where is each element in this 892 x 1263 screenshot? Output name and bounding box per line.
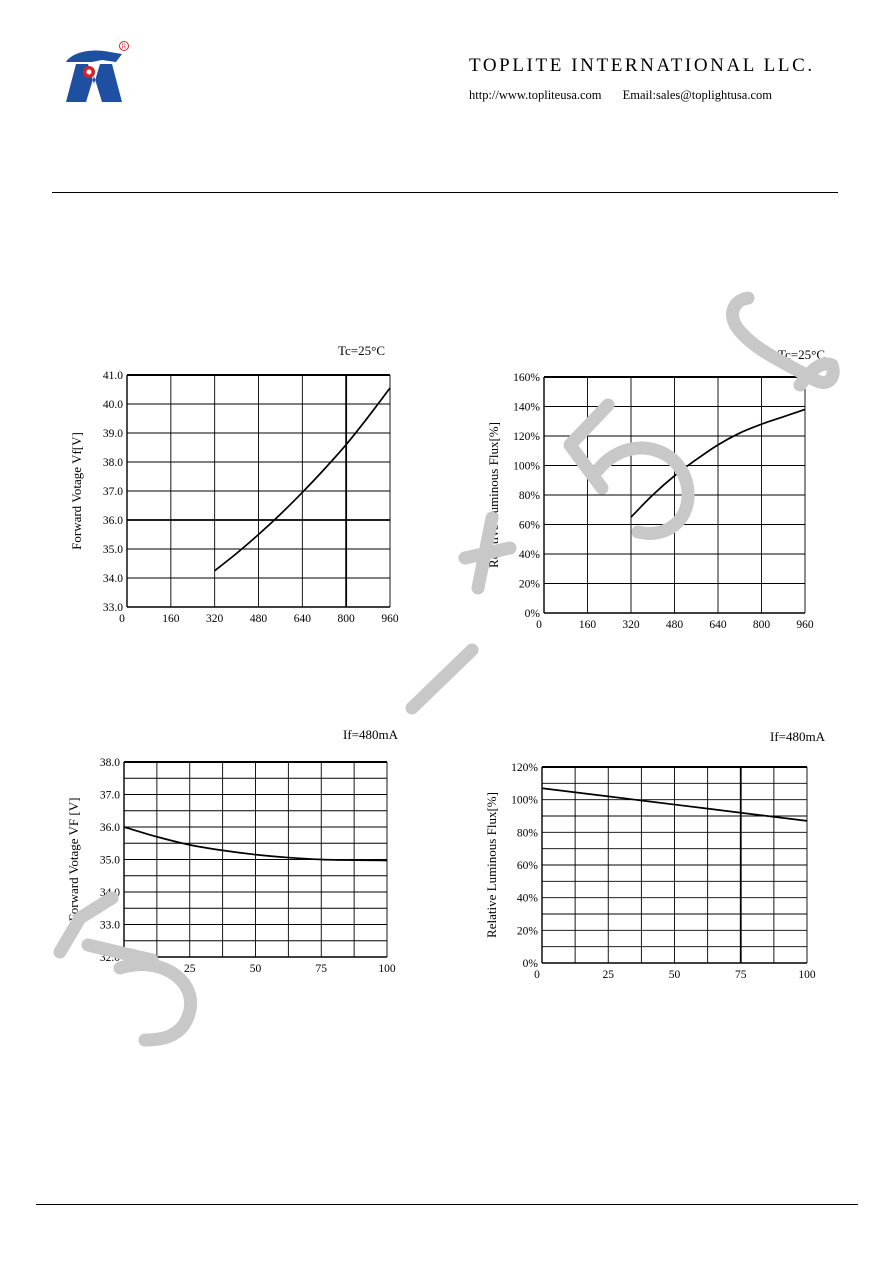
x-tick-label: 800 [752, 619, 771, 631]
header-divider [52, 192, 838, 193]
y-axis-label: Forward Votage Vf[V] [69, 432, 84, 550]
x-tick-label: 50 [249, 963, 262, 975]
y-tick-label: 140% [513, 401, 540, 414]
x-tick-label: 75 [315, 963, 327, 975]
y-tick-label: 40.0 [102, 399, 123, 411]
y-tick-label: 120% [511, 762, 538, 774]
x-tick-label: 160 [162, 613, 180, 625]
y-tick-label: 35.0 [102, 544, 123, 556]
y-tick-label: 20% [518, 578, 540, 591]
x-tick-label: 25 [184, 963, 196, 975]
svg-text:R: R [121, 42, 127, 51]
y-tick-label: 35.0 [99, 854, 120, 867]
chart-svg [38, 722, 398, 1002]
website-link[interactable]: http://www.topliteusa.com [469, 88, 602, 102]
x-tick-label: 50 [668, 969, 681, 981]
x-tick-label: 100 [798, 969, 816, 981]
company-name: TOPLITE INTERNATIONAL LLC. [469, 55, 815, 76]
y-axis-label: Forward Votage VF [V] [66, 797, 81, 922]
x-tick-label: 320 [622, 619, 640, 631]
x-tick-label: 480 [249, 613, 268, 625]
x-tick-label: 480 [665, 619, 684, 631]
y-axis-label: Relative Luminous Flux[%] [486, 422, 501, 568]
contact-line [469, 88, 772, 103]
y-tick-label: 20% [516, 925, 538, 938]
x-tick-label: 25 [602, 969, 614, 981]
x-tick-label: 800 [337, 613, 355, 625]
x-tick-label: 75 [735, 969, 747, 981]
x-tick-label: 960 [381, 613, 399, 625]
y-tick-label: 0% [524, 608, 540, 620]
y-tick-label: 41.0 [102, 370, 123, 382]
toplite-logo-icon [62, 40, 132, 105]
y-tick-label: 60% [518, 519, 540, 532]
chart-title: Tc=25°C [337, 343, 385, 358]
chart-luminous-flux-vs-current [478, 340, 838, 640]
x-tick-label: 960 [796, 619, 814, 631]
x-tick-label: 100 [378, 963, 396, 975]
y-tick-label: 37.0 [99, 789, 120, 802]
chart-title: If=480mA [770, 729, 825, 744]
y-tick-label: 0% [522, 958, 538, 970]
x-tick-label: 0 [119, 613, 125, 625]
y-tick-label: 34.0 [102, 573, 123, 585]
chart-title: If=480mA [343, 727, 398, 742]
y-tick-label: 37.0 [102, 486, 123, 498]
y-tick-label: 33.0 [99, 919, 120, 932]
y-tick-label: 32.0 [99, 952, 120, 964]
email-link[interactable]: Email:sales@toplightusa.com [622, 88, 772, 102]
y-tick-label: 36.0 [102, 515, 123, 527]
chart-svg [478, 722, 838, 1002]
x-tick-label: 640 [293, 613, 311, 625]
x-tick-label: 0 [536, 619, 542, 631]
y-axis-label: Relative Luminous Flux[%] [484, 792, 499, 938]
chart-svg [38, 340, 398, 640]
chart-forward-voltage-vs-temperature [38, 722, 398, 1002]
y-tick-label: 38.0 [102, 457, 123, 469]
y-tick-label: 38.0 [99, 757, 120, 769]
y-tick-label: 33.0 [102, 602, 123, 614]
x-tick-label: 0 [116, 963, 122, 975]
y-tick-label: 40% [516, 892, 538, 905]
y-tick-label: 39.0 [102, 428, 123, 440]
chart-forward-voltage-vs-current [38, 340, 398, 640]
x-tick-label: 0 [534, 969, 540, 981]
y-tick-label: 80% [518, 490, 540, 502]
chart-title: Tc=25°C [777, 347, 825, 362]
y-tick-label: 80% [516, 827, 538, 840]
chart-svg [478, 340, 838, 640]
y-tick-label: 36.0 [99, 822, 120, 834]
x-tick-label: 640 [709, 619, 727, 631]
y-tick-label: 100% [511, 794, 538, 807]
x-tick-label: 160 [578, 619, 597, 631]
footer-divider [36, 1204, 858, 1205]
y-tick-label: 60% [516, 860, 538, 872]
y-tick-label: 40% [518, 549, 540, 561]
y-tick-label: 34.0 [99, 887, 120, 899]
y-tick-label: 120% [513, 431, 540, 443]
chart-luminous-flux-vs-temperature [478, 722, 838, 1002]
y-tick-label: 160% [513, 372, 540, 384]
y-tick-label: 100% [513, 460, 540, 473]
x-tick-label: 320 [206, 613, 224, 625]
